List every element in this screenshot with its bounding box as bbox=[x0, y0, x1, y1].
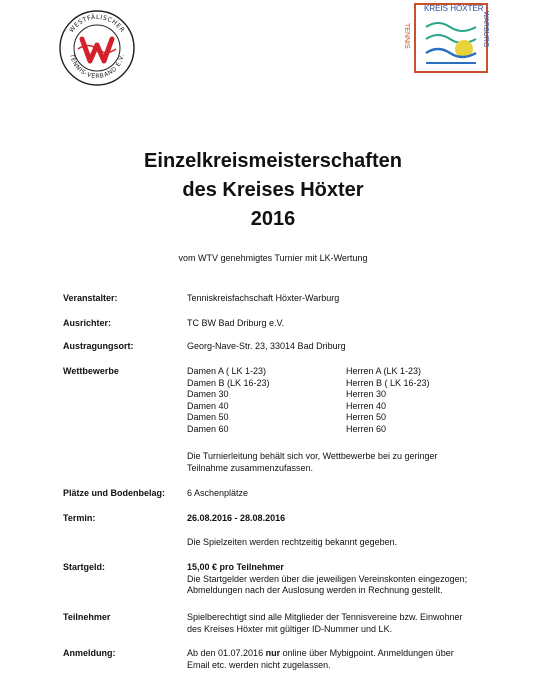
list-item: Damen 40 bbox=[187, 400, 229, 411]
list-item: Herren 30 bbox=[346, 389, 387, 399]
wettbewerbe-note bbox=[187, 451, 487, 474]
startgeld-line-3: Abmeldungen nach der Auslosung werden in Rechnung gestellt. bbox=[187, 585, 443, 595]
anmeldung-block bbox=[187, 648, 477, 671]
teilnehmer-block bbox=[187, 612, 477, 635]
title-line-2: des Kreises Höxter bbox=[182, 179, 364, 201]
list-item: Damen 30 bbox=[187, 389, 229, 399]
kreis-hoexter-logo bbox=[403, 3, 489, 73]
anmeldung-text-post: online über Mybigpoint. Anmeldungen über bbox=[280, 648, 454, 658]
label-austragungsort: Austragungsort: bbox=[63, 341, 134, 351]
value-veranstalter: Tenniskreisfachschaft Höxter-Warburg bbox=[187, 293, 340, 303]
anmeldung-line-2: Email etc. werden nicht zugelassen. bbox=[187, 659, 331, 670]
label-veranstalter: Veranstalter: bbox=[63, 293, 118, 303]
subtitle: vom WTV genehmigtes Turnier mit LK-Wertung bbox=[178, 253, 368, 263]
teilnehmer-line-2: des Kreises Höxter mit gültiger ID-Nummer und LK. bbox=[187, 623, 393, 634]
list-item: Herren A (LK 1-23) bbox=[346, 366, 422, 376]
logo-text-warburg: WARBURG bbox=[482, 11, 489, 48]
startgeld-block bbox=[187, 562, 477, 597]
list-item: Herren 40 bbox=[346, 400, 387, 411]
value-austragungsort: Georg-Nave-Str. 23, 33014 Bad Driburg bbox=[187, 341, 346, 351]
termin-note: Die Spielzeiten werden rechtzeitig bekannt gegeben. bbox=[187, 537, 398, 547]
list-item: Herren B ( LK 16-23) bbox=[346, 377, 430, 388]
value-startgeld: 15,00 € pro Teilnehmer bbox=[187, 562, 284, 572]
logo-wave-graphic bbox=[424, 17, 480, 69]
value-termin: 26.08.2016 - 28.08.2016 bbox=[187, 513, 286, 523]
logo-text-kreis: KREIS HÖXTER bbox=[424, 4, 484, 13]
herren-list bbox=[346, 366, 430, 435]
value-plaetze: 6 Aschenplätze bbox=[187, 488, 249, 498]
value-ausrichter: TC BW Bad Driburg e.V. bbox=[187, 318, 285, 328]
label-termin: Termin: bbox=[63, 513, 96, 523]
teilnehmer-line-1: Spielberechtigt sind alle Mitglieder der Tennisvereine bzw. Einwohner bbox=[187, 612, 463, 622]
startgeld-line-2: Die Startgelder werden über die jeweiligen Vereinskonten eingezogen; bbox=[187, 573, 468, 584]
anmeldung-line-1 bbox=[187, 648, 477, 660]
title-line-3: 2016 bbox=[250, 208, 296, 230]
label-plaetze: Plätze und Bodenbelag: bbox=[63, 488, 166, 498]
row-wettbewerbe bbox=[63, 366, 493, 476]
damen-list bbox=[187, 366, 270, 435]
anmeldung-text-nur: nur bbox=[265, 648, 281, 658]
document-title bbox=[0, 147, 546, 234]
wtv-ring-text-top: WESTFÄLISCHER bbox=[68, 13, 126, 35]
title-line-1: Einzelkreismeisterschaften bbox=[144, 150, 402, 172]
label-startgeld: Startgeld: bbox=[63, 562, 106, 572]
label-teilnehmer: Teilnehmer bbox=[63, 612, 111, 622]
wtv-logo bbox=[58, 9, 136, 87]
label-wettbewerbe: Wettbewerbe bbox=[63, 366, 119, 376]
list-item: Damen 60 bbox=[187, 423, 229, 434]
wtv-ring-text-bottom: TENNIS-VERBAND E.V. bbox=[68, 53, 126, 81]
label-anmeldung: Anmeldung: bbox=[63, 648, 116, 658]
list-item: Damen A ( LK 1-23) bbox=[187, 366, 267, 376]
list-item: Damen B (LK 16-23) bbox=[187, 377, 270, 388]
wettbewerbe-note-line-1: Die Turnierleitung behält sich vor, Wettbewerbe bei zu geringer bbox=[187, 451, 438, 461]
logo-text-tennis: TENNIS bbox=[403, 23, 410, 49]
list-item: Damen 50 bbox=[187, 412, 229, 422]
label-ausrichter: Ausrichter: bbox=[63, 318, 112, 328]
wettbewerbe-note-line-2: Teilnahme zusammenzufassen. bbox=[187, 462, 314, 473]
anmeldung-text-pre: Ab den 01.07.2016 bbox=[187, 648, 266, 658]
list-item: Herren 60 bbox=[346, 423, 387, 434]
list-item: Herren 50 bbox=[346, 412, 387, 422]
